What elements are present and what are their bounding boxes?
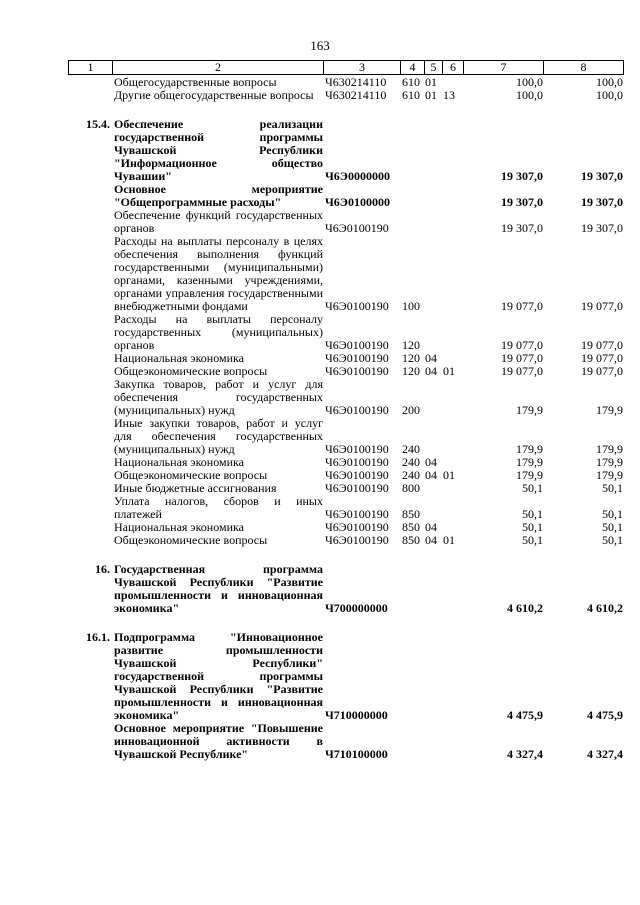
table-row — [68, 89, 623, 102]
row-name: Основное мероприятие "Общепрограммные расходы" — [114, 182, 323, 209]
row-name: Иные бюджетные ассигнования — [114, 481, 277, 495]
row-amount-2: 19 077,0 — [581, 364, 623, 378]
row-amount-2: 50,1 — [602, 507, 623, 521]
table-row — [68, 534, 623, 547]
table-row — [68, 118, 623, 183]
row-section: 04 — [425, 364, 437, 378]
row-amount-2: 179,9 — [596, 455, 623, 469]
header-col-5: 5 — [425, 61, 443, 75]
row-amount-1: 19 077,0 — [501, 364, 543, 378]
row-number: 15.4. — [86, 117, 110, 131]
row-target-code: Ч6Э0100190 — [325, 403, 389, 417]
row-target-code: Ч630214110 — [325, 88, 387, 102]
header-col-3: 3 — [324, 61, 401, 75]
row-section: 04 — [425, 533, 437, 547]
row-section: 01 — [425, 75, 437, 89]
row-expense-type: 240 — [402, 468, 420, 482]
table-row — [68, 209, 623, 235]
row-amount-2: 179,9 — [596, 468, 623, 482]
row-amount-2: 4 475,9 — [587, 708, 623, 722]
row-number: 16.1. — [86, 630, 110, 644]
row-amount-2: 19 077,0 — [581, 299, 623, 313]
row-amount-1: 19 077,0 — [501, 351, 543, 365]
row-target-code: Ч6Э0100190 — [325, 520, 389, 534]
row-target-code: Ч6Э0100190 — [325, 221, 389, 235]
row-name: Подпрограмма "Инновационное развитие промышленности Чувашской Республики" государственной программы Чувашской Республики "Развитие промышленности и инновационная экономика" — [114, 630, 323, 722]
row-amount-1: 50,1 — [522, 520, 543, 534]
row-target-code: Ч6Э0100000 — [325, 195, 390, 209]
row-name: Государственная программа Чувашской Республики "Развитие промышленности и инновационная экономика" — [114, 562, 323, 615]
page-number: 163 — [310, 38, 330, 53]
table-row — [68, 631, 623, 722]
header-col-7: 7 — [464, 61, 544, 75]
row-name: Общеэкономические вопросы — [114, 468, 268, 482]
header-col-6: 6 — [443, 61, 464, 75]
row-expense-type: 120 — [402, 364, 420, 378]
table-row — [68, 183, 623, 209]
row-target-code: Ч6Э0100190 — [325, 507, 389, 521]
row-target-code: Ч710100000 — [325, 747, 388, 761]
row-amount-1: 100,0 — [516, 75, 543, 89]
row-amount-1: 19 077,0 — [501, 299, 543, 313]
row-amount-2: 19 077,0 — [581, 338, 623, 352]
table-row — [68, 417, 623, 456]
table-row — [68, 563, 623, 615]
row-amount-1: 179,9 — [516, 403, 543, 417]
table-row — [68, 495, 623, 521]
row-name: Общеэкономические вопросы — [114, 364, 268, 378]
row-section: 01 — [425, 88, 437, 102]
row-name: Общегосударственные вопросы — [114, 75, 277, 89]
row-amount-2: 179,9 — [596, 403, 623, 417]
row-amount-2: 19 307,0 — [581, 221, 623, 235]
row-target-code: Ч6Э0100190 — [325, 455, 389, 469]
row-subsection: 01 — [443, 468, 455, 482]
row-expense-type: 120 — [402, 338, 420, 352]
row-amount-1: 4 327,4 — [507, 747, 543, 761]
row-target-code: Ч6Э0100190 — [325, 481, 389, 495]
row-amount-1: 179,9 — [516, 442, 543, 456]
row-amount-1: 179,9 — [516, 455, 543, 469]
row-amount-2: 19 307,0 — [581, 195, 623, 209]
header-col-4: 4 — [401, 61, 425, 75]
table-row — [68, 378, 623, 417]
row-section: 04 — [425, 520, 437, 534]
header-col-8: 8 — [544, 61, 624, 75]
table-row — [68, 722, 623, 761]
row-amount-2: 19 307,0 — [581, 169, 623, 183]
row-amount-2: 50,1 — [602, 533, 623, 547]
row-amount-1: 19 307,0 — [501, 195, 543, 209]
row-name: Другие общегосударственные вопросы — [114, 88, 314, 102]
row-amount-2: 100,0 — [596, 75, 623, 89]
row-subsection: 01 — [443, 533, 455, 547]
row-target-code: Ч6Э0100190 — [325, 351, 389, 365]
row-expense-type: 200 — [402, 403, 420, 417]
row-name: Расходы на выплаты персоналу в целях обеспечения выполнения функций государственными (муниципальными) органами, казенными учреждениями, органами управления государственными внебюджетными фондами — [114, 234, 323, 313]
row-expense-type: 120 — [402, 351, 420, 365]
row-amount-2: 4 610,2 — [587, 601, 623, 615]
row-amount-1: 19 307,0 — [501, 169, 543, 183]
budget-table-body — [68, 76, 623, 761]
row-name: Расходы на выплаты персоналу государственных (муниципальных) органов — [114, 312, 323, 352]
header-col-1: 1 — [69, 61, 113, 75]
row-amount-2: 100,0 — [596, 88, 623, 102]
row-name: Обеспечение реализации государственной программы Чувашской Республики "Информационное общество Чувашии" — [114, 117, 323, 183]
row-target-code: Ч6Э0100190 — [325, 442, 389, 456]
row-target-code: Ч700000000 — [325, 601, 388, 615]
header-col-2: 2 — [113, 61, 324, 75]
row-expense-type: 610 — [402, 88, 420, 102]
row-amount-2: 19 077,0 — [581, 351, 623, 365]
table-row — [68, 235, 623, 313]
row-target-code: Ч6Э0000000 — [325, 169, 390, 183]
row-name: Обеспечение функций государственных органов — [114, 208, 323, 235]
row-expense-type: 240 — [402, 442, 420, 456]
row-expense-type: 100 — [402, 299, 420, 313]
row-target-code: Ч710000000 — [325, 708, 388, 722]
row-name: Уплата налогов, сборов и иных платежей — [114, 494, 323, 521]
row-name: Закупка товаров, работ и услуг для обеспечения государственных (муниципальных) нужд — [114, 377, 323, 417]
row-expense-type: 850 — [402, 520, 420, 534]
row-section: 04 — [425, 455, 437, 469]
row-target-code: Ч6Э0100190 — [325, 364, 389, 378]
row-amount-1: 100,0 — [516, 88, 543, 102]
row-expense-type: 800 — [402, 481, 420, 495]
row-amount-2: 4 327,4 — [587, 747, 623, 761]
row-target-code: Ч6Э0100190 — [325, 468, 389, 482]
row-amount-1: 4 610,2 — [507, 601, 543, 615]
row-target-code: Ч630214110 — [325, 75, 387, 89]
row-expense-type: 240 — [402, 455, 420, 469]
row-section: 04 — [425, 468, 437, 482]
row-amount-1: 19 307,0 — [501, 221, 543, 235]
row-amount-1: 19 077,0 — [501, 338, 543, 352]
table-row — [68, 313, 623, 352]
row-expense-type: 610 — [402, 75, 420, 89]
row-target-code: Ч6Э0100190 — [325, 299, 389, 313]
row-target-code: Ч6Э0100190 — [325, 338, 389, 352]
row-amount-2: 50,1 — [602, 481, 623, 495]
row-amount-1: 50,1 — [522, 481, 543, 495]
row-amount-2: 50,1 — [602, 520, 623, 534]
row-name: Национальная экономика — [114, 455, 244, 469]
row-name: Общеэкономические вопросы — [114, 533, 268, 547]
row-subsection: 01 — [443, 364, 455, 378]
row-subsection: 13 — [443, 88, 455, 102]
row-name: Иные закупки товаров, работ и услуг для обеспечения государственных (муниципальных) нужд — [114, 416, 323, 456]
table-header — [68, 60, 624, 75]
row-target-code: Ч6Э0100190 — [325, 533, 389, 547]
row-number: 16. — [95, 562, 110, 576]
row-expense-type: 850 — [402, 507, 420, 521]
row-name: Национальная экономика — [114, 520, 244, 534]
row-amount-1: 4 475,9 — [507, 708, 543, 722]
row-amount-1: 179,9 — [516, 468, 543, 482]
row-name: Основное мероприятие "Повышение инновационной активности в Чувашской Республике" — [114, 721, 323, 761]
row-amount-1: 50,1 — [522, 507, 543, 521]
row-amount-1: 50,1 — [522, 533, 543, 547]
row-name: Национальная экономика — [114, 351, 244, 365]
row-amount-2: 179,9 — [596, 442, 623, 456]
row-expense-type: 850 — [402, 533, 420, 547]
row-section: 04 — [425, 351, 437, 365]
